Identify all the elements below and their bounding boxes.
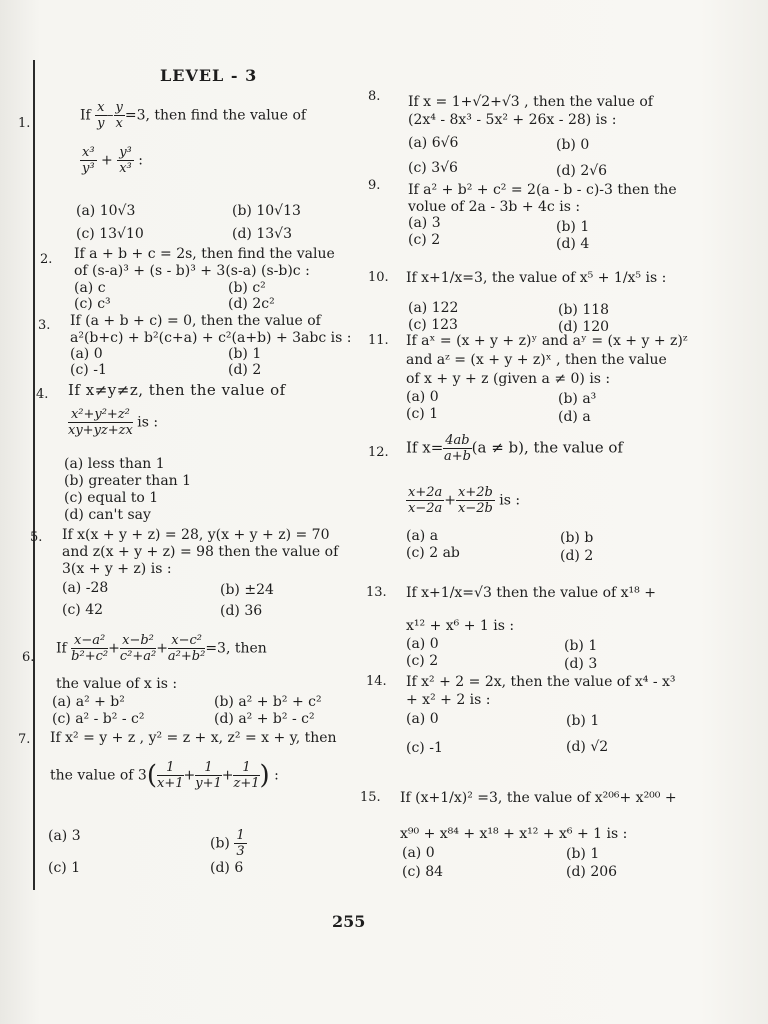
q15-option-a: (a) 0 (402, 845, 435, 861)
q11-number: 11. (368, 333, 389, 348)
q9-option-a: (a) 3 (408, 215, 441, 231)
q13-option-d: (d) 3 (564, 656, 598, 672)
q12-expression: $\frac{x+2a}{x-2a}$ + $\frac{x+2b}{x-2b}$ is : (408, 485, 521, 516)
q12-option-c: (c) 2 ab (406, 545, 460, 561)
q2-option-a: (a) c (74, 280, 106, 296)
q6-number: 6. (22, 650, 35, 665)
q8-number: 8. (368, 89, 381, 104)
q14-line1: If x² + 2 = 2x, then the value of x⁴ - x³ (406, 674, 676, 690)
q13-option-a: (a) 0 (406, 636, 439, 652)
q7-option-a: (a) 3 (48, 828, 81, 844)
q5-option-a: (a) -28 (62, 580, 109, 596)
q4-option-b: (b) greater than 1 (64, 473, 192, 489)
q11-line1: If aˣ = (x + y + z)ʸ and aʸ = (x + y + z)ᶻ (406, 333, 688, 349)
q14-option-d: (d) √2 (566, 739, 609, 755)
q14-line2: + x² + 2 is : (406, 692, 491, 708)
q12-option-a: (a) a (406, 528, 439, 544)
q15-option-d: (d) 206 (566, 864, 618, 880)
q13-option-b: (b) 1 (564, 638, 598, 654)
q3-option-d: (d) 2 (228, 362, 262, 378)
q8-option-a: (a) 6√6 (408, 135, 459, 151)
q1-stem: If $\frac{x}{y}$ – $\frac{y}{x}$ =3, then find the value of (80, 100, 307, 131)
q2-number: 2. (40, 252, 53, 267)
q15-line1: If (x+1/x)² =3, the value of x²⁰⁶+ x²⁰⁰ + (400, 790, 677, 806)
q7-option-d: (d) 6 (210, 860, 244, 876)
margin-line (33, 60, 35, 890)
q7-line1: If x² = y + z , y² = z + x, z² = x + y, then (50, 730, 337, 746)
q14-number: 14. (366, 674, 387, 689)
q5-number: 5. (30, 530, 43, 545)
q4-option-c: (c) equal to 1 (64, 490, 159, 506)
q11-option-a: (a) 0 (406, 389, 439, 405)
q7-option-b: (b) $\frac{1}{3}$ (210, 828, 245, 859)
q2-line2: of (s-a)³ + (s - b)³ + 3(s-a) (s-b)c : (74, 263, 310, 279)
q4-option-a: (a) less than 1 (64, 456, 165, 472)
page-number: 255 (332, 912, 366, 931)
q12-option-b: (b) b (560, 530, 594, 546)
q10-number: 10. (368, 270, 389, 285)
q13-line1: If x+1/x=√3 then the value of x¹⁸ + (406, 585, 656, 601)
q15-option-b: (b) 1 (566, 846, 600, 862)
q15-option-c: (c) 84 (402, 864, 444, 880)
q7-number: 7. (18, 732, 31, 747)
q2-line1: If a + b + c = 2s, then find the value (74, 246, 335, 262)
q1-option-c: (c) 13√10 (76, 226, 144, 242)
q7-expression: the value of 3( $\frac{1}{x+1}$ + $\frac{1}{y+1}$ + $\frac{1}{z+1}$ ) : (50, 760, 279, 791)
q2-option-b: (b) c² (228, 280, 266, 296)
q1-expression: $\frac{\text{x³}}{\text{y³}}$ + $\frac{\text{y³}}{\text{x³}}$ : (81, 145, 143, 176)
q7-option-c: (c) 1 (48, 860, 81, 876)
q5-option-d: (d) 36 (220, 603, 263, 619)
q12-number: 12. (368, 445, 389, 460)
q3-line2: a²(b+c) + b²(c+a) + c²(a+b) + 3abc is : (70, 330, 352, 346)
q14-option-a: (a) 0 (406, 711, 439, 727)
q3-number: 3. (38, 318, 51, 333)
q9-option-d: (d) 4 (556, 236, 590, 252)
q9-line1: If a² + b² + c² = 2(a - b - c)-3 then the (408, 182, 677, 198)
q8-line1: If x = 1+√2+√3 , then the value of (408, 94, 653, 110)
q3-line1: If (a + b + c) = 0, then the value of (70, 313, 321, 329)
q9-option-c: (c) 2 (408, 232, 441, 248)
q6-line2: the value of x is : (56, 676, 178, 692)
q5-option-c: (c) 42 (62, 602, 104, 618)
q6-option-b: (b) a² + b² + c² (214, 694, 322, 710)
q10-option-c: (c) 123 (408, 317, 458, 333)
q12-option-d: (d) 2 (560, 548, 594, 564)
q5-line3: 3(x + y + z) is : (62, 561, 172, 577)
q11-option-c: (c) 1 (406, 406, 439, 422)
q10-line1: If x+1/x=3, the value of x⁵ + 1/x⁵ is : (406, 270, 667, 286)
q10-option-b: (b) 118 (558, 302, 610, 318)
q5-line1: If x(x + y + z) = 28, y(x + y + z) = 70 (62, 527, 330, 543)
q10-option-d: (d) 120 (558, 319, 610, 335)
q6-stem: If $\frac{\text{x−a²}}{\text{b²+c²}}$ + $\frac{\text{x−b²}}{\text{c²+a²}}$ + $\frac{\text{x−c²}}{\text{a²+b²}}$ =3, then (56, 633, 267, 664)
q1-option-d: (d) 13√3 (232, 226, 292, 242)
q3-option-b: (b) 1 (228, 346, 262, 362)
q8-line2: (2x⁴ - 8x³ - 5x² + 26x - 28) is : (408, 112, 617, 128)
q12-stem: If x= $\frac{4ab}{a+b}$ (a ≠ b), the value of (406, 433, 623, 464)
q11-option-b: (b) a³ (558, 391, 597, 407)
q14-option-b: (b) 1 (566, 713, 600, 729)
q8-option-c: (c) 3√6 (408, 160, 458, 176)
q13-number: 13. (366, 585, 387, 600)
q9-line2: volue of 2a - 3b + 4c is : (408, 199, 581, 215)
q11-option-d: (d) a (558, 409, 591, 425)
q15-line2: x⁹⁰ + x⁸⁴ + x¹⁸ + x¹² + x⁶ + 1 is : (400, 826, 628, 842)
q6-option-a: (a) a² + b² (52, 694, 125, 710)
q1-number: 1. (18, 116, 31, 131)
level-title: LEVEL - 3 (160, 66, 258, 85)
q9-option-b: (b) 1 (556, 219, 590, 235)
q13-option-c: (c) 2 (406, 653, 439, 669)
q1-option-a: (a) 10√3 (76, 203, 136, 219)
q4-option-d: (d) can't say (64, 507, 151, 523)
q4-expression: $\frac{\text{x²+y²+z²}}{xy+yz+zx}$ is : (68, 407, 159, 438)
q3-option-a: (a) 0 (70, 346, 103, 362)
q6-option-d: (d) a² + b² - c² (214, 711, 315, 727)
q15-number: 15. (360, 790, 381, 805)
q5-option-b: (b) ±24 (220, 582, 274, 598)
q13-line2: x¹² + x⁶ + 1 is : (406, 618, 515, 634)
q5-line2: and z(x + y + z) = 98 then the value of (62, 544, 339, 560)
q14-option-c: (c) -1 (406, 740, 443, 756)
q6-option-c: (c) a² - b² - c² (52, 711, 145, 727)
q8-option-b: (b) 0 (556, 137, 590, 153)
q1-option-b: (b) 10√13 (232, 203, 301, 219)
q2-option-c: (c) c³ (74, 296, 111, 312)
q4-line1: If x≠y≠z, then the value of (68, 381, 286, 399)
q3-option-c: (c) -1 (70, 362, 107, 378)
q11-line3: of x + y + z (given a ≠ 0) is : (406, 371, 611, 387)
q11-line2: and aᶻ = (x + y + z)ˣ , then the value (406, 352, 667, 368)
q9-number: 9. (368, 178, 381, 193)
q4-number: 4. (36, 387, 49, 402)
q10-option-a: (a) 122 (408, 300, 459, 316)
q2-option-d: (d) 2c² (228, 296, 275, 312)
q8-option-d: (d) 2√6 (556, 163, 608, 179)
